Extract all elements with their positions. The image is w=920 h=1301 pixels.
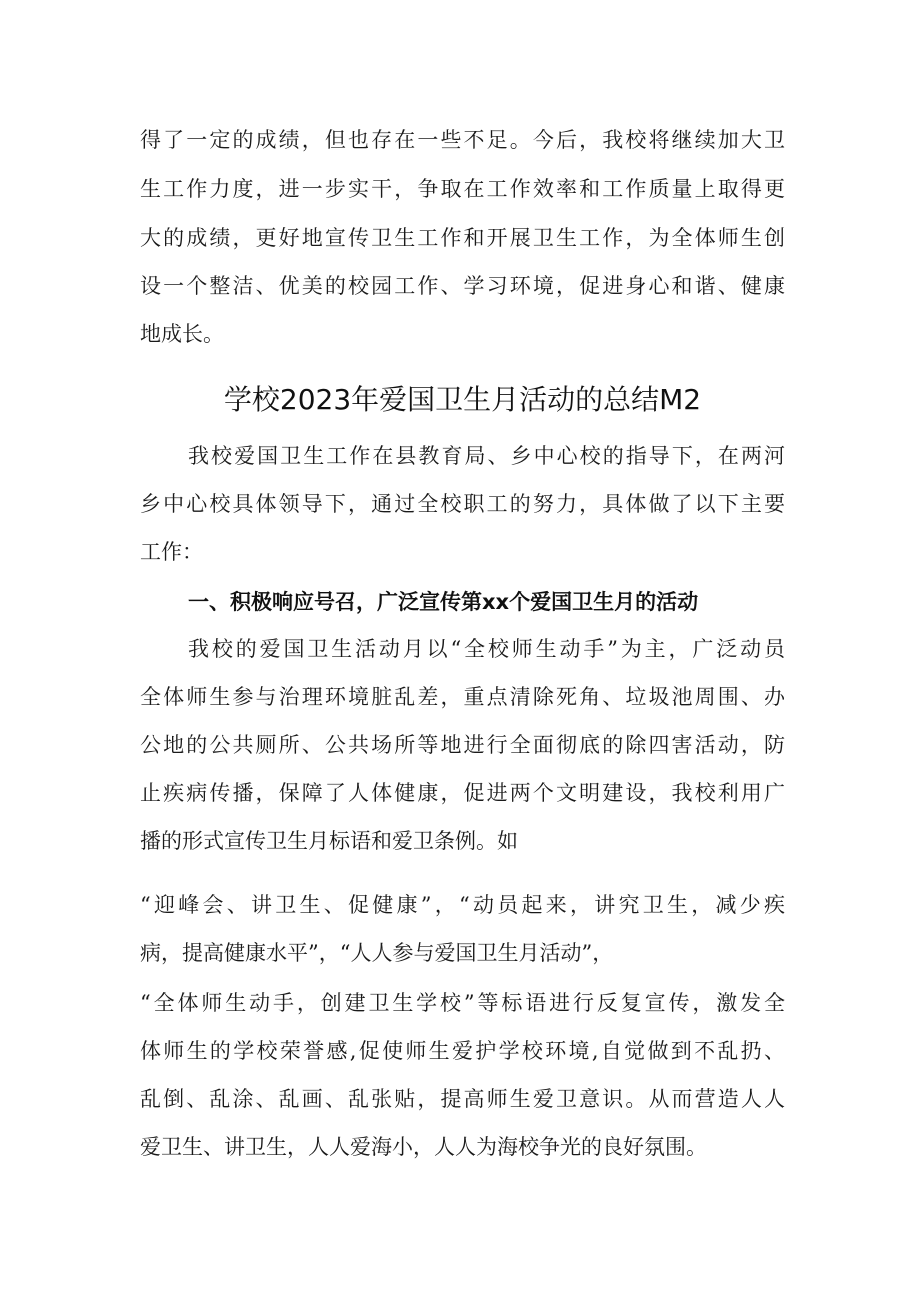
paragraph-line: 全体师生参与治理环境脏乱差，重点清除死角、垃圾池周围、办 [140,685,785,709]
paragraph-line: 得了一定的成绩，但也存在一些不足。今后，我校将继续加大卫 [140,128,785,152]
paragraph-line: 我校的爱国卫生活动月以“全校师生动手”为主，广泛动员 [188,637,785,661]
paragraph-line: “全体师生动手，创建卫生学校”等标语进行反复宣传，激发全 [140,991,785,1015]
paragraph-line: 乡中心校具体领导下，通过全校职工的努力，具体做了以下主要 [140,492,785,516]
paragraph-line: “迎峰会、讲卫生、促健康”，“动员起来，讲究卫生，减少疾 [140,893,785,917]
paragraph-line: 体师生的学校荣誉感,促使师生爱护学校环境,自觉做到不乱扔、 [140,1039,785,1063]
paragraph-line: 止疾病传播，保障了人体健康，促进两个文明建设，我校利用广 [140,781,785,805]
paragraph-line: 大的成绩，更好地宣传卫生工作和开展卫生工作，为全体师生创 [140,226,785,250]
paragraph-line: 地成长。 [140,322,224,346]
document-page [140,0,785,1301]
paragraph-line: 我校爱国卫生工作在县教育局、乡中心校的指导下，在两河 [188,444,785,468]
section-heading: 一、积极响应号召，广泛宣传第xx个爱国卫生月的活动 [188,590,699,614]
paragraph-line: 工作： [140,540,203,564]
paragraph-line: 爱卫生、讲卫生，人人爱海小，人人为海校争光的良好氛围。 [140,1135,707,1159]
paragraph-line: 乱倒、乱涂、乱画、乱张贴，提高师生爱卫意识。从而营造人人 [140,1087,785,1111]
paragraph-line: 公地的公共厕所、公共场所等地进行全面彻底的除四害活动，防 [140,733,785,757]
paragraph-line: 生工作力度，进一步实干，争取在工作效率和工作质量上取得更 [140,177,785,201]
paragraph-line: 病，提高健康水平”，“人人参与爱国卫生月活动”， [140,941,614,965]
document-title: 学校2023年爱国卫生月活动的总结M2 [223,383,702,416]
paragraph-line: 播的形式宣传卫生月标语和爱卫条例。如 [140,829,518,853]
paragraph-line: 设一个整洁、优美的校园工作、学习环境，促进身心和谐、健康 [140,274,785,298]
